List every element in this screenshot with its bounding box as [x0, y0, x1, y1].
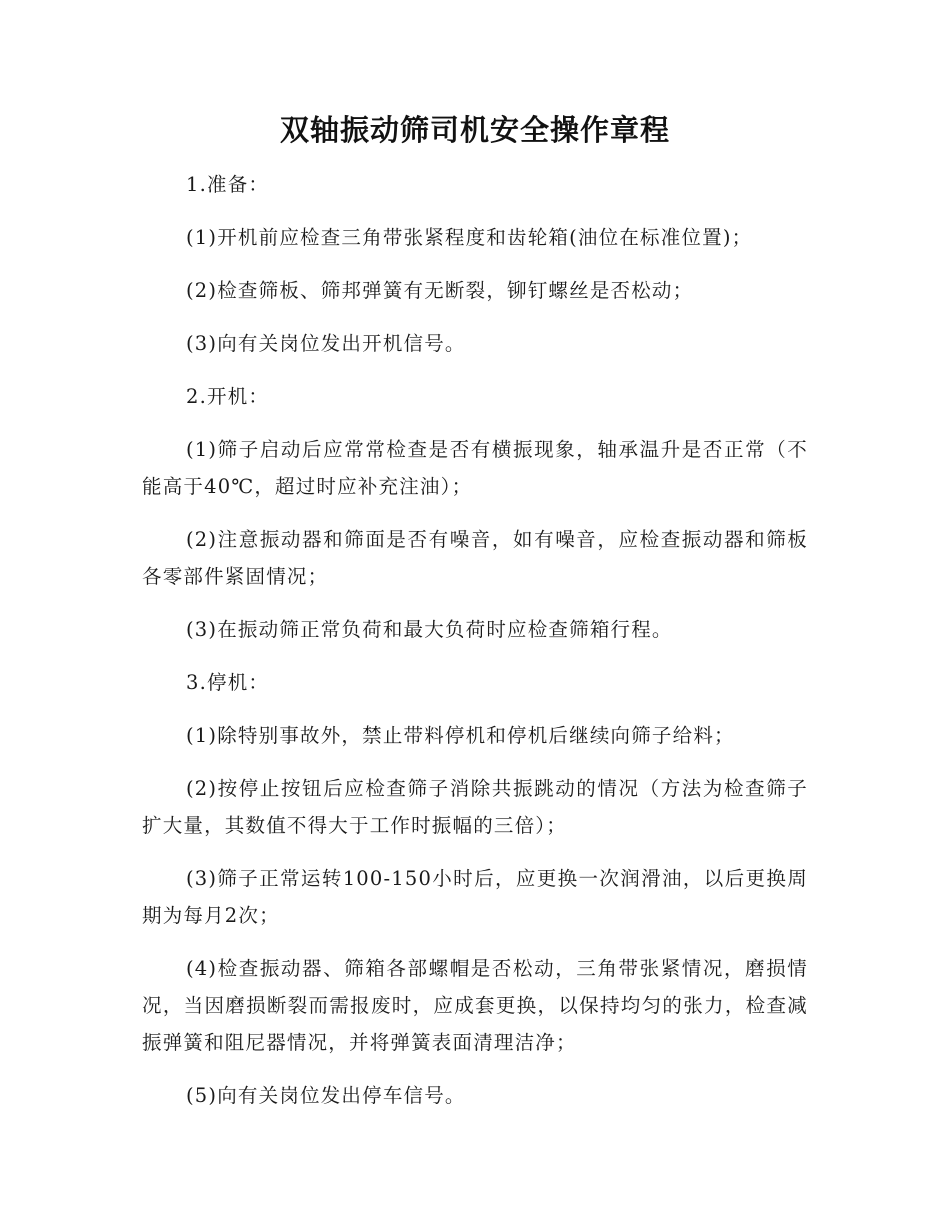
- paragraph-item: (5)向有关岗位发出停车信号。: [186, 1084, 466, 1107]
- paragraph-section-2-heading: 2.开机：: [186, 385, 270, 408]
- document-body: [142, 166, 808, 1130]
- paragraph-section-3-heading: 3.停机：: [186, 671, 270, 694]
- paragraph-item: (3)筛子正常运转100-150小时后，应更换一次润滑油，以后更换周期为每月2次；: [142, 867, 808, 927]
- paragraph-item: (4)检查振动器、筛箱各部螺帽是否松动，三角带张紧情况，磨损情况，当因磨损断裂而需报废时，应成套更换，以保持均匀的张力，检查减振弹簧和阻尼器情况，并将弹簧表面清理洁净；: [142, 957, 808, 1054]
- paragraph-item: (2)注意振动器和筛面是否有噪音，如有噪音，应检查振动器和筛板各零部件紧固情况；: [142, 528, 808, 588]
- paragraph-item: (2)检查筛板、筛邦弹簧有无断裂，铆钉螺丝是否松动；: [186, 279, 694, 302]
- paragraph-section-1-heading: 1.准备：: [186, 173, 270, 196]
- paragraph-item: (3)在振动筛正常负荷和最大负荷时应检查筛箱行程。: [186, 618, 673, 641]
- paragraph-item: (1)除特别事故外，禁止带料停机和停机后继续向筛子给料；: [186, 724, 735, 747]
- paragraph-item: (2)按停止按钮后应检查筛子消除共振跳动的情况（方法为检查筛子扩大量，其数值不得大于工作时振幅的三倍）；: [142, 777, 808, 837]
- document-title: 双轴振动筛司机安全操作章程: [279, 113, 670, 147]
- paragraph-item: (1)筛子启动后应常常检查是否有横振现象，轴承温升是否正常（不能高于40℃，超过时应补充注油）；: [142, 438, 808, 498]
- paragraph-item: (3)向有关岗位发出开机信号。: [186, 332, 466, 355]
- paragraph-item: (1)开机前应检查三角带张紧程度和齿轮箱(油位在标准位置)；: [186, 226, 753, 249]
